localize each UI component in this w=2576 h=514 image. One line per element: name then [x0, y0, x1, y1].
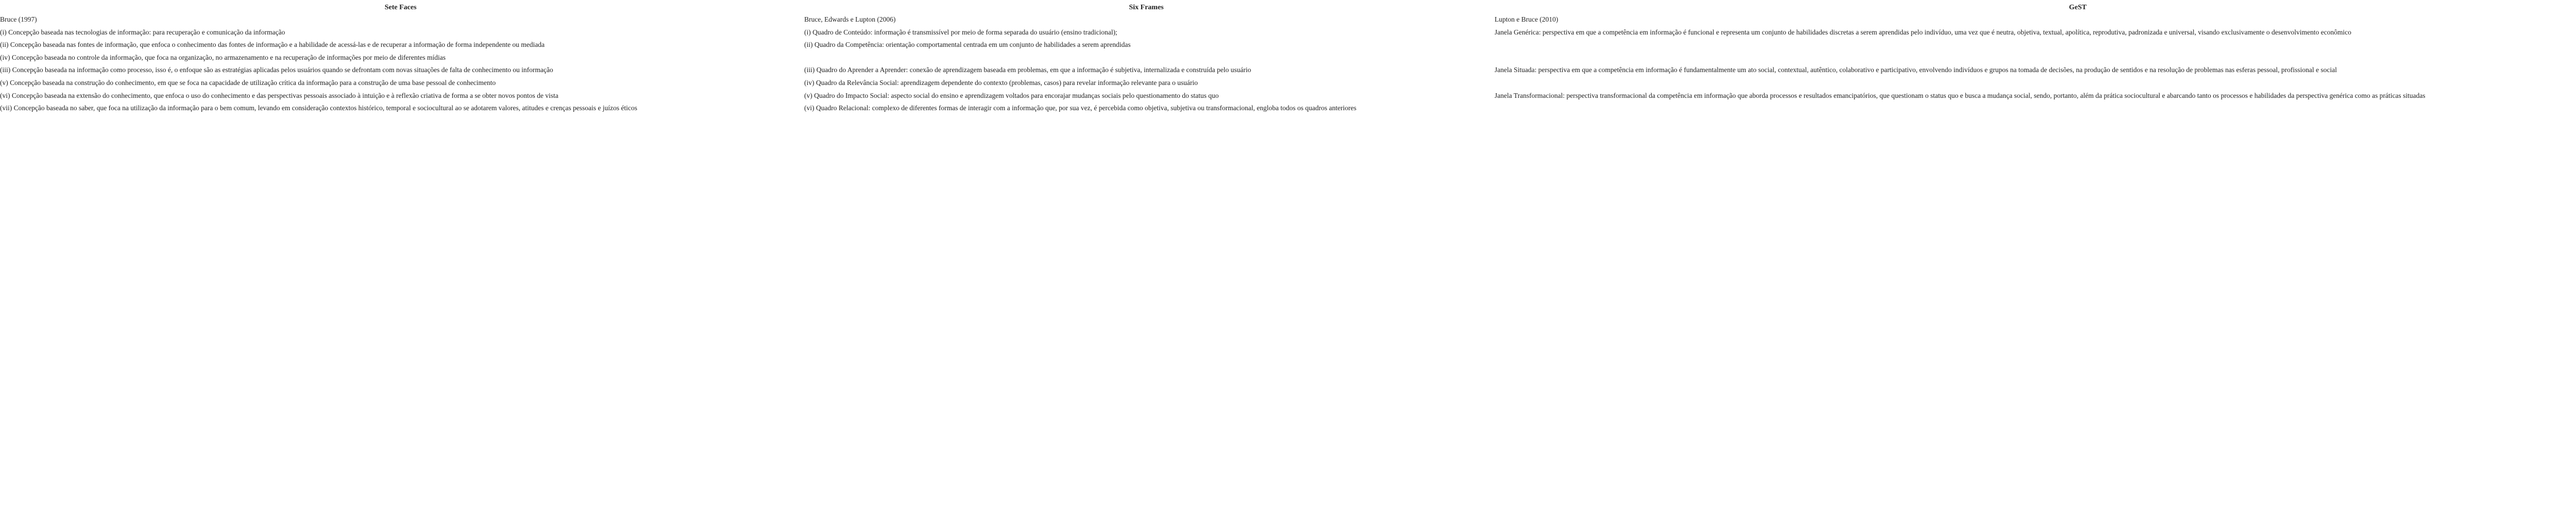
cell-seven-faces-0: Bruce (1997) — [0, 15, 37, 23]
cell-six-frames-7: (vi) Quadro Relacional: complexo de diferentes formas de interagir com a informação que, por sua vez, é percebida como objetiva, subjetiva ou transformacional, engloba todos os quadros anteriores — [804, 104, 1357, 112]
cell-seven-faces-5: (v) Concepção baseada na construção do conhecimento, em que se foca na capacidade de utilização crítica da informação para a construção de uma base pessoal de conhecimento — [0, 78, 496, 87]
column-seven-faces — [0, 13, 801, 115]
cell-gest-1: Janela Genérica: perspectiva em que a competência em informação é funcional e representa um conjunto de habilidades discretas a serem aprendidas pelo indivíduo, uma vez que é neutra, objetiva, textual, apolítica, reprodutiva, padronizada e universal, visando exclusivamente o desenvolvimento econômico — [1495, 28, 2351, 36]
cell-seven-faces-4: (iii) Concepção baseada na informação como processo, isso é, o enfoque são as estratégias aplicadas pelos usuários quando se defrontam com novas situações de falta de conhecimento ou informação — [0, 66, 553, 74]
cell-gest-3 — [1495, 52, 2576, 64]
column-six-frames — [801, 13, 1492, 115]
cell-six-frames-3 — [804, 52, 1492, 64]
cell-six-frames-1: (i) Quadro de Conteúdo: informação é transmissível por meio de forma separada do usuário (ensino tradicional); — [804, 28, 1117, 36]
comparison-table — [0, 0, 2576, 115]
header-six-frames: Six Frames — [1129, 4, 1164, 11]
cell-six-frames-4: (iii) Quadro do Aprender a Aprender: conexão de aprendizagem baseada em problemas, em que a informação é subjetiva, internalizada e construída pelo usuário — [804, 66, 1251, 74]
cell-six-frames-5: (iv) Quadro da Relevância Social: aprendizagem dependente do contexto (problemas, casos) para revelar informação relevante para o usuário — [804, 78, 1198, 87]
cell-gest-5 — [1495, 77, 2576, 90]
cell-seven-faces-6: (vi) Concepção baseada na extensão do conhecimento, que enfoca o uso do conhecimento e das perspectivas pessoais associado à intuição e à reflexão criativa de forma a se obter novos pontos de vista — [0, 91, 558, 99]
cell-seven-faces-7: (vii) Concepção baseada no saber, que foca na utilização da informação para o bem comum, levando em consideração contextos histórico, temporal e sociocultural ao se adotarem valores, atitudes e crenças pessoais e juízos éticos — [0, 104, 637, 112]
cell-six-frames-0: Bruce, Edwards e Lupton (2006) — [804, 15, 896, 23]
cell-gest-7 — [1495, 102, 2576, 115]
column-gest — [1492, 13, 2576, 115]
cell-seven-faces-3: (iv) Concepção baseada no controle da informação, que foca na organização, no armazenamento e na recuperação de informações por meio de diferentes mídias — [0, 53, 446, 61]
cell-gest-0: Lupton e Bruce (2010) — [1495, 15, 1558, 23]
header-seven-faces: Sete Faces — [384, 4, 417, 11]
cell-seven-faces-2: (ii) Concepção baseada nas fontes de informação, que enfoca o conhecimento das fontes de informação e a habilidade de acessá-las e de recuperar a informação de forma independente ou mediada — [0, 41, 545, 49]
cell-six-frames-2: (ii) Quadro da Competência: orientação comportamental centrada em um conjunto de habilidades a serem aprendidas — [804, 41, 1131, 49]
cell-gest-4: Janela Situada: perspectiva em que a competência em informação é fundamentalmente um ato social, contextual, autêntico, colaborativo e participativo, envolvendo indivíduos e grupos na tomada de decisões, na produção de sentidos e na resolução de problemas nas esferas pessoal, profissional e social — [1495, 66, 2337, 74]
header-gest: GeST — [2069, 4, 2087, 11]
cell-gest-2 — [1495, 39, 2576, 52]
cell-six-frames-6: (v) Quadro do Impacto Social: aspecto social do ensino e aprendizagem voltados para encorajar mudanças sociais pelo questionamento do status quo — [804, 91, 1219, 99]
cell-gest-6: Janela Transformacional: perspectiva transformacional da competência em informação que aborda processos e resultados emancipatórios, que questionam o status quo e busca a mudança social, sendo, portanto, além da prática sociocultural e abarcando tanto os processos e habilidades da perspectiva genérica como as práticas situadas — [1495, 91, 2426, 99]
cell-seven-faces-1: (i) Concepção baseada nas tecnologias de informação: para recuperação e comunicação da informação — [0, 28, 285, 36]
